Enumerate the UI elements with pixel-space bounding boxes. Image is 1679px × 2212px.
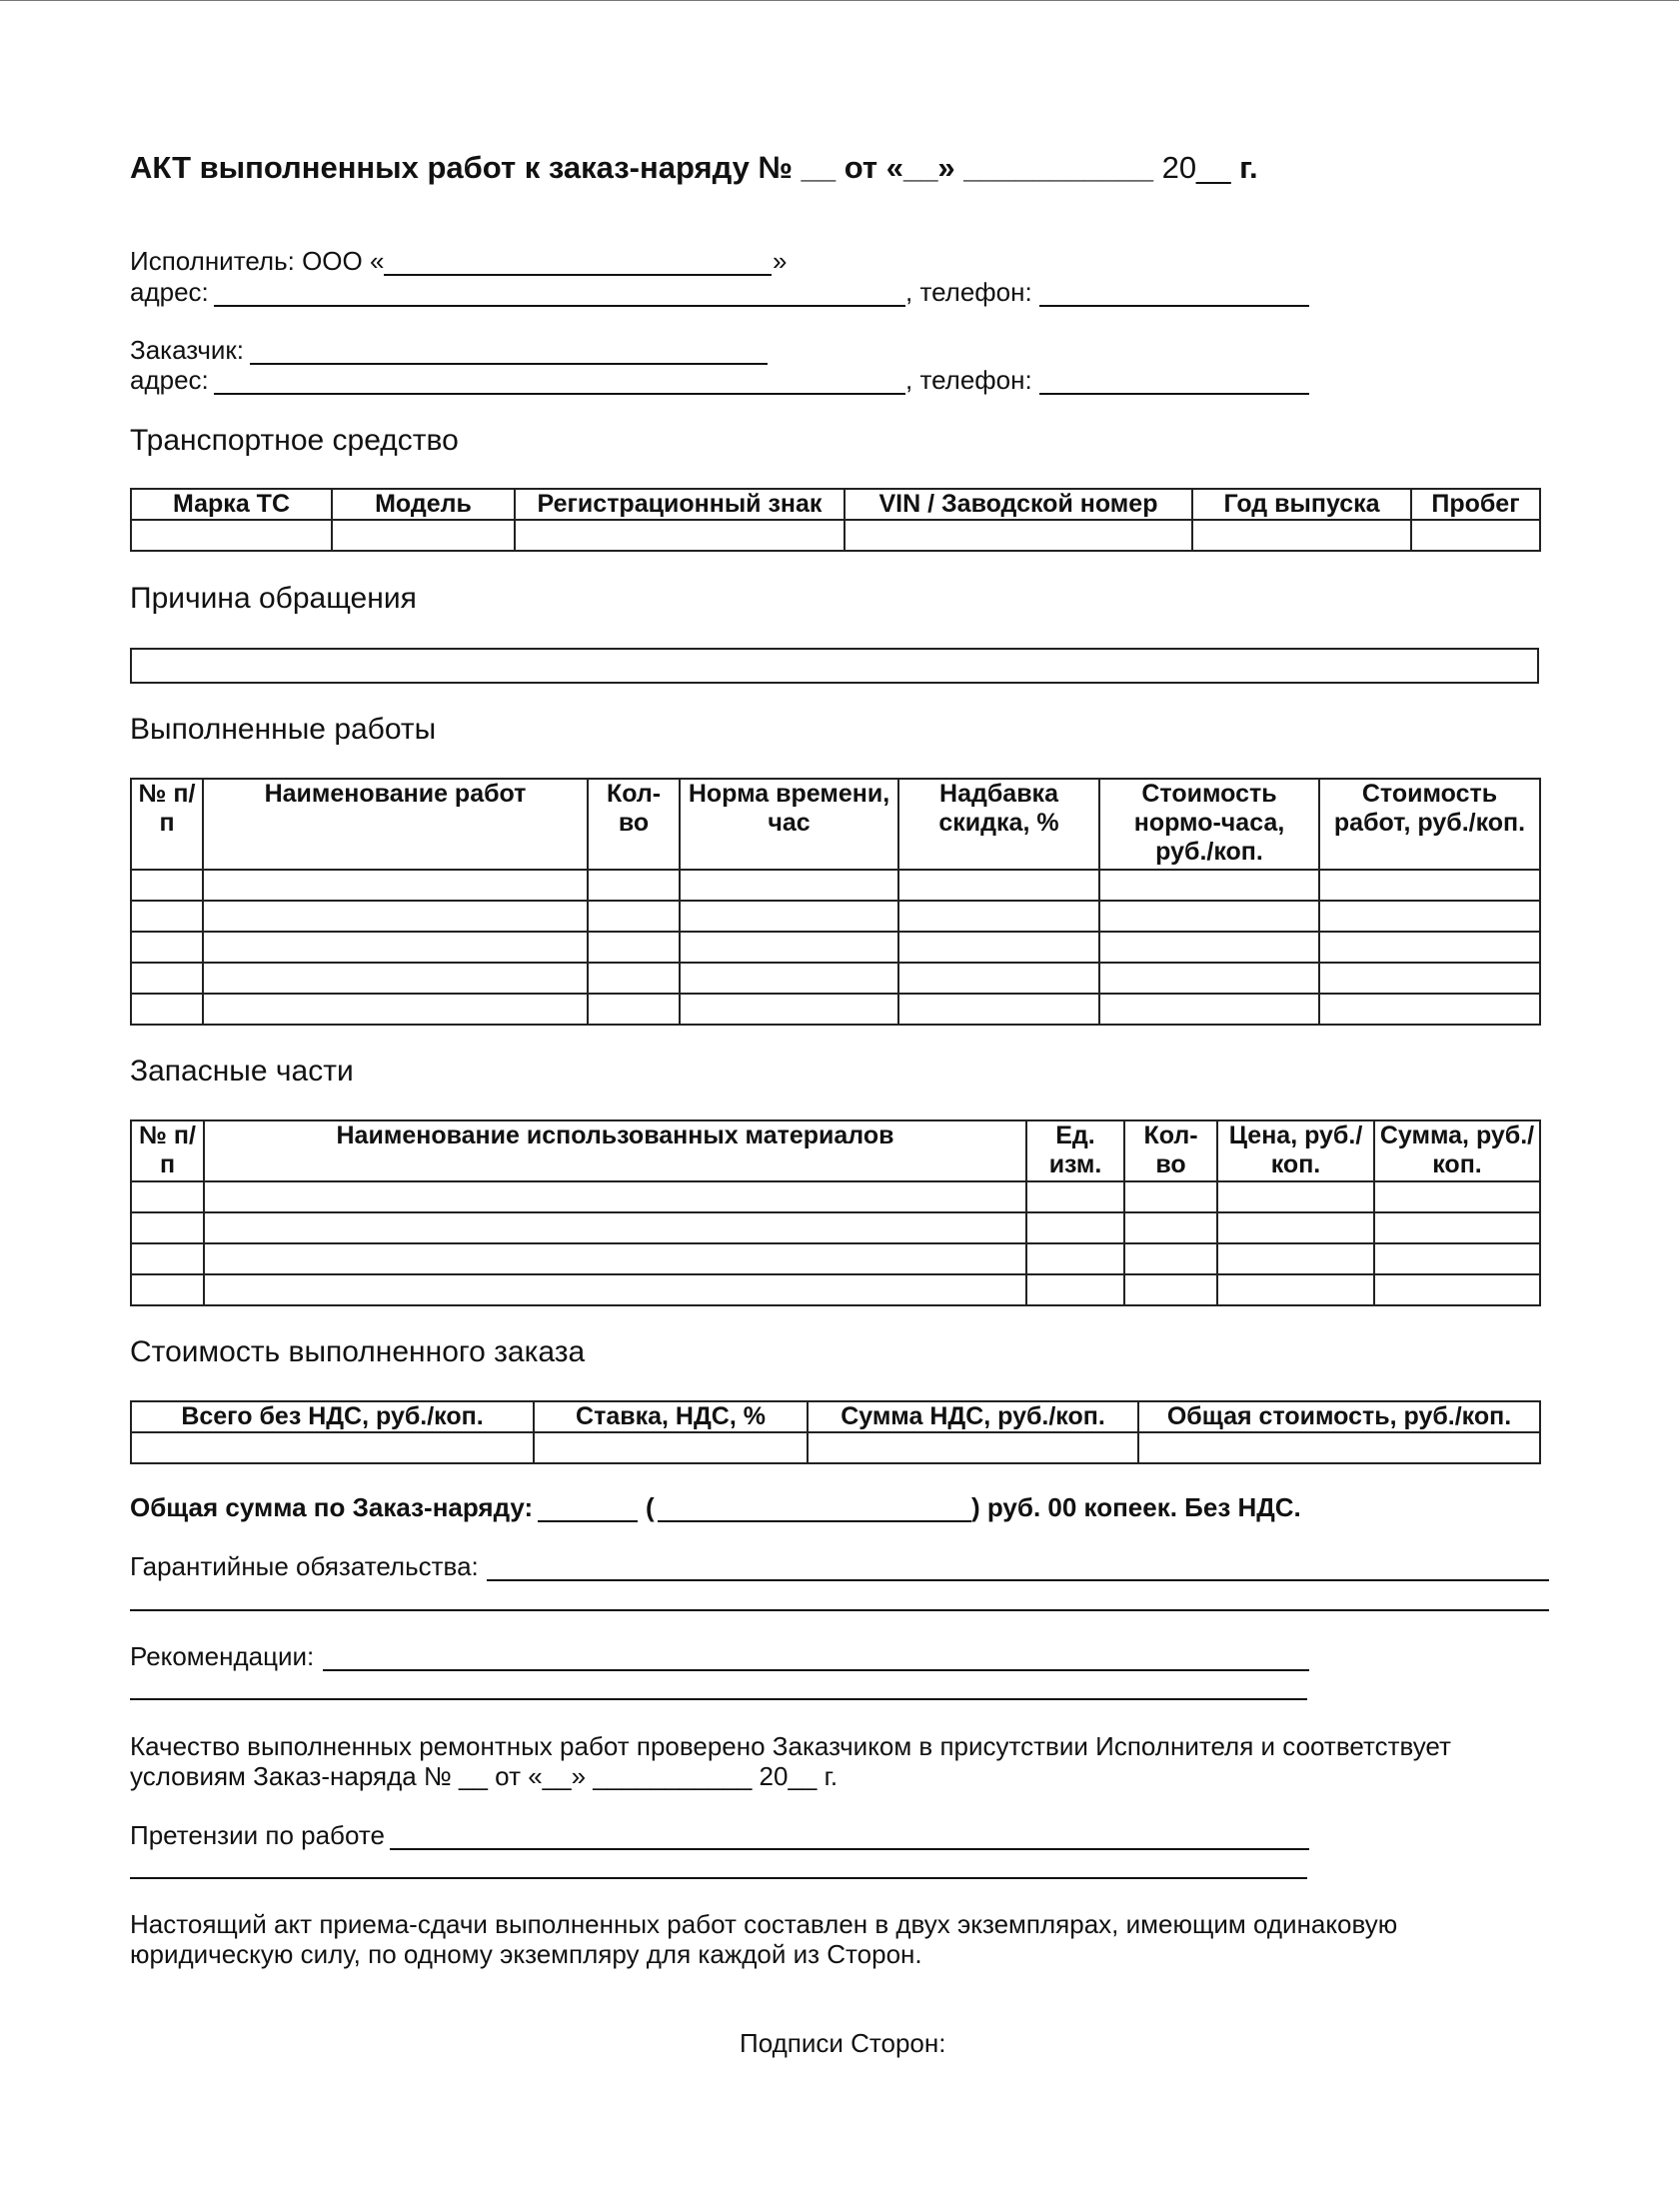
table-row: [131, 963, 1540, 994]
table-cell[interactable]: [1124, 1181, 1217, 1212]
table-cell[interactable]: [898, 994, 1099, 1025]
table-cell[interactable]: [1124, 1274, 1217, 1305]
table-cell[interactable]: [1099, 870, 1319, 901]
table-cell[interactable]: [898, 870, 1099, 901]
executor-address-label: адрес:: [130, 277, 209, 307]
table-cell[interactable]: [588, 932, 680, 963]
table-row: [131, 1432, 1540, 1463]
cost-header-row: [131, 1401, 1540, 1432]
executor-label: Исполнитель: ООО «: [130, 246, 385, 276]
parts-col-sum: Сумма, руб./коп.: [1374, 1120, 1540, 1181]
table-cell[interactable]: [131, 901, 203, 932]
table-cell[interactable]: [898, 963, 1099, 994]
vehicle-col-vin: VIN / Заводской номер: [844, 489, 1192, 520]
table-cell[interactable]: [1217, 1212, 1374, 1243]
customer-label: Заказчик:: [130, 335, 245, 365]
vehicle-col-mileage: Пробег: [1411, 489, 1540, 520]
works-header-row: [131, 779, 1540, 870]
vehicle-col-year: Год выпуска: [1192, 489, 1411, 520]
works-col-norm-time: Норма времени, час: [680, 779, 898, 870]
cost-col-total: Общая стоимость, руб./коп.: [1138, 1401, 1540, 1432]
table-cell[interactable]: [1099, 963, 1319, 994]
table-row: [131, 901, 1540, 932]
table-cell[interactable]: [1319, 870, 1540, 901]
total-label: Общая сумма по Заказ-наряду:: [130, 1492, 534, 1522]
vehicle-col-brand: Марка ТС: [131, 489, 332, 520]
table-row: [131, 932, 1540, 963]
table-row: [131, 520, 1540, 551]
table-cell[interactable]: [203, 932, 588, 963]
table-cell[interactable]: [1026, 1243, 1124, 1274]
reason-heading: Причина обращения: [130, 582, 417, 615]
recommendations-label: Рекомендации:: [130, 1641, 315, 1671]
table-cell[interactable]: [204, 1243, 1026, 1274]
table-row: [131, 1274, 1540, 1305]
table-cell[interactable]: [588, 901, 680, 932]
table-cell[interactable]: [680, 963, 898, 994]
parts-heading: Запасные части: [130, 1055, 354, 1088]
table-cell[interactable]: [131, 963, 203, 994]
table-cell[interactable]: [844, 520, 1192, 551]
customer-phone-field[interactable]: [1039, 393, 1309, 395]
claims-field-line-2[interactable]: [130, 1877, 1307, 1879]
recommendations-field[interactable]: [323, 1669, 1309, 1671]
table-row: [131, 870, 1540, 901]
parts-col-number: № п/п: [131, 1120, 204, 1181]
table-cell[interactable]: [1217, 1243, 1374, 1274]
table-cell[interactable]: [588, 994, 680, 1025]
quality-line-2: условиям Заказ-наряда № __ от «__» ___________ 20__ г.: [130, 1761, 839, 1791]
executor-close-quote: »: [773, 246, 788, 276]
table-cell[interactable]: [680, 994, 898, 1025]
table-cell[interactable]: [131, 1274, 204, 1305]
table-cell[interactable]: [898, 901, 1099, 932]
table-cell[interactable]: [203, 963, 588, 994]
customer-name-field[interactable]: [250, 363, 768, 365]
table-cell[interactable]: [1319, 901, 1540, 932]
parts-col-qty: Кол-во: [1124, 1120, 1217, 1181]
executor-address-field[interactable]: [214, 305, 905, 307]
signatures-label: Подписи Сторон:: [740, 2028, 946, 2058]
table-cell[interactable]: [534, 1432, 808, 1463]
table-cell[interactable]: [131, 994, 203, 1025]
vehicle-heading: Транспортное средство: [130, 424, 459, 457]
works-heading: Выполненные работы: [130, 713, 437, 746]
works-col-markup: Надбавка скидка, %: [898, 779, 1099, 870]
table-cell[interactable]: [204, 1274, 1026, 1305]
table-cell[interactable]: [204, 1212, 1026, 1243]
cost-col-no-vat: Всего без НДС, руб./коп.: [131, 1401, 534, 1432]
table-cell[interactable]: [1099, 901, 1319, 932]
customer-address-label: адрес:: [130, 365, 209, 395]
vehicle-header-row: [131, 489, 1540, 520]
warranty-field[interactable]: [487, 1579, 1549, 1581]
table-cell[interactable]: [1138, 1432, 1540, 1463]
table-row: [131, 994, 1540, 1025]
parts-col-name: Наименование использованных материалов: [204, 1120, 1026, 1181]
table-cell[interactable]: [588, 963, 680, 994]
cost-table: [130, 1400, 1541, 1464]
table-cell[interactable]: [1411, 520, 1540, 551]
table-cell[interactable]: [1192, 520, 1411, 551]
table-cell[interactable]: [1217, 1181, 1374, 1212]
page-top-border: [0, 0, 1679, 1]
table-cell[interactable]: [332, 520, 515, 551]
claims-label: Претензии по работе: [130, 1820, 385, 1850]
total-open-paren: (: [646, 1492, 655, 1522]
recommendations-field-line-2[interactable]: [130, 1698, 1307, 1700]
table-cell[interactable]: [1099, 932, 1319, 963]
executor-phone-field[interactable]: [1039, 305, 1309, 307]
table-cell[interactable]: [680, 901, 898, 932]
table-cell[interactable]: [1099, 994, 1319, 1025]
table-cell[interactable]: [808, 1432, 1138, 1463]
cost-col-vat-sum: Сумма НДС, руб./коп.: [808, 1401, 1138, 1432]
table-cell[interactable]: [203, 994, 588, 1025]
copies-line-2: юридическую силу, по одному экземпляру для каждой из Сторон.: [130, 1939, 922, 1969]
customer-address-field[interactable]: [214, 393, 905, 395]
table-cell[interactable]: [680, 932, 898, 963]
table-cell[interactable]: [1374, 1181, 1540, 1212]
vehicle-col-plate: Регистрационный знак: [515, 489, 844, 520]
table-cell[interactable]: [680, 870, 898, 901]
title-year: 20__: [1161, 150, 1231, 185]
quality-line-1: Качество выполненных ремонтных работ проверено Заказчиком в присутствии Исполнителя и соответствует: [130, 1731, 1451, 1761]
warranty-label: Гарантийные обязательства:: [130, 1551, 479, 1581]
works-table: [130, 778, 1541, 1026]
table-cell[interactable]: [1026, 1274, 1124, 1305]
reason-field[interactable]: [130, 648, 1539, 684]
parts-table: [130, 1119, 1541, 1306]
table-cell[interactable]: [131, 520, 332, 551]
table-row: [131, 1243, 1540, 1274]
table-cell[interactable]: [1026, 1181, 1124, 1212]
table-row: [131, 1212, 1540, 1243]
total-amount-field[interactable]: [538, 1520, 638, 1522]
table-cell[interactable]: [1217, 1274, 1374, 1305]
table-cell[interactable]: [131, 932, 203, 963]
table-cell[interactable]: [515, 520, 844, 551]
parts-header-row: [131, 1120, 1540, 1181]
table-cell[interactable]: [898, 932, 1099, 963]
cost-heading: Стоимость выполненного заказа: [130, 1335, 586, 1368]
table-cell[interactable]: [204, 1181, 1026, 1212]
works-col-name: Наименование работ: [203, 779, 588, 870]
table-cell[interactable]: [1374, 1274, 1540, 1305]
vehicle-col-model: Модель: [332, 489, 515, 520]
table-cell[interactable]: [1319, 963, 1540, 994]
works-col-qty: Кол-во: [588, 779, 680, 870]
vehicle-table: [130, 488, 1541, 552]
table-cell[interactable]: [131, 1181, 204, 1212]
works-col-hour-cost: Стоимость нормо-часа, руб./коп.: [1099, 779, 1319, 870]
total-amount-words-field[interactable]: [658, 1520, 971, 1522]
total-suffix: ) руб. 00 копеек. Без НДС.: [971, 1492, 1301, 1522]
claims-field[interactable]: [390, 1848, 1309, 1850]
table-cell[interactable]: [131, 870, 203, 901]
table-cell[interactable]: [1026, 1212, 1124, 1243]
copies-line-1: Настоящий акт приема-сдачи выполненных работ составлен в двух экземплярах, имеющим одинаковую: [130, 1909, 1398, 1939]
table-cell[interactable]: [131, 1432, 534, 1463]
executor-name-field[interactable]: [384, 274, 772, 276]
table-cell[interactable]: [1319, 994, 1540, 1025]
warranty-field-line-2[interactable]: [130, 1609, 1549, 1611]
table-cell[interactable]: [1124, 1212, 1217, 1243]
table-cell[interactable]: [1124, 1243, 1217, 1274]
table-cell[interactable]: [1374, 1243, 1540, 1274]
customer-phone-label: , телефон:: [905, 365, 1032, 395]
table-cell[interactable]: [1374, 1212, 1540, 1243]
works-col-total: Стоимость работ, руб./коп.: [1319, 779, 1540, 870]
table-row: [131, 1181, 1540, 1212]
parts-col-unit: Ед. изм.: [1026, 1120, 1124, 1181]
table-cell[interactable]: [1319, 932, 1540, 963]
table-cell[interactable]: [203, 901, 588, 932]
table-cell[interactable]: [203, 870, 588, 901]
title-suffix: г.: [1239, 150, 1258, 185]
table-cell[interactable]: [131, 1212, 204, 1243]
parts-col-price: Цена, руб./коп.: [1217, 1120, 1374, 1181]
works-col-number: № п/п: [131, 779, 203, 870]
title-text: АКТ выполненных работ к заказ-наряду № __ от «__» ___________: [130, 150, 1153, 185]
table-cell[interactable]: [131, 1243, 204, 1274]
cost-col-vat-rate: Ставка, НДС, %: [534, 1401, 808, 1432]
table-cell[interactable]: [588, 870, 680, 901]
executor-phone-label: , телефон:: [905, 277, 1032, 307]
document-title: [130, 150, 1258, 186]
